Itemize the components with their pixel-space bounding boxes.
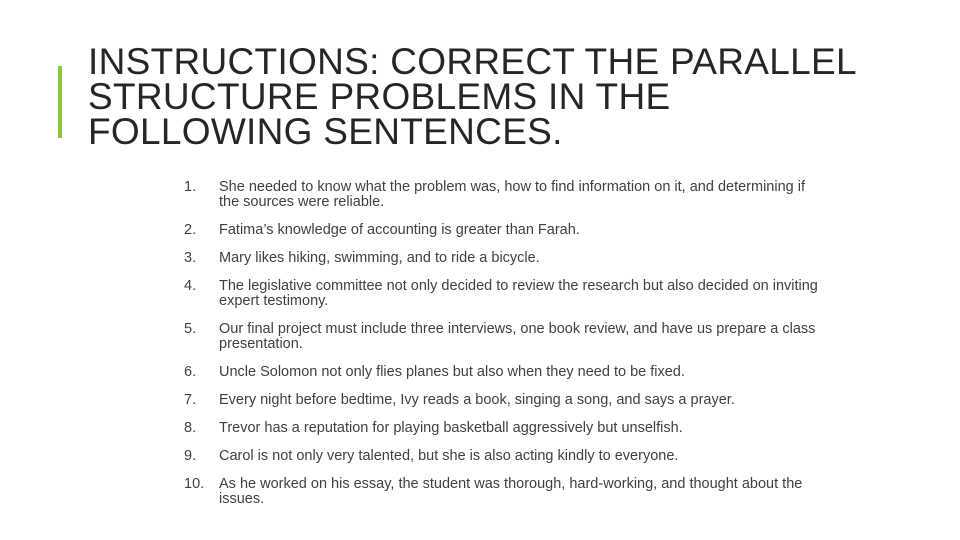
item-number: 3.: [184, 250, 197, 266]
list-item: [184, 477, 824, 507]
item-number: 6.: [184, 364, 197, 380]
list-item: [184, 421, 824, 436]
item-text: As he worked on his essay, the student was thorough, hard-working, and thought about the issues.: [219, 476, 803, 507]
list-item: [184, 180, 824, 210]
item-text: Carol is not only very talented, but she is also acting kindly to everyone.: [219, 448, 679, 464]
title-accent-bar: [58, 66, 62, 138]
item-number: 9.: [184, 448, 197, 464]
list-item: [184, 251, 824, 266]
list-item: [184, 279, 824, 309]
item-number: 7.: [184, 392, 197, 408]
item-text: Uncle Solomon not only flies planes but also when they need to be fixed.: [219, 364, 685, 380]
item-number: 8.: [184, 420, 197, 436]
item-text: Every night before bedtime, Ivy reads a book, singing a song, and says a prayer.: [219, 392, 735, 408]
list-item: [184, 322, 824, 352]
list-item: [184, 393, 824, 408]
list-item: [184, 223, 824, 238]
item-number: 10.: [184, 476, 205, 492]
item-text: Fatima’s knowledge of accounting is greater than Farah.: [219, 222, 580, 238]
item-text: Trevor has a reputation for playing basketball aggressively but unselfish.: [219, 420, 683, 436]
item-number: 2.: [184, 222, 197, 238]
item-text: Our final project must include three interviews, one book review, and have us prepare a class presentation.: [219, 321, 816, 352]
slide-title: INSTRUCTIONS: CORRECT THE PARALLEL STRUCTURE PROBLEMS IN THE FOLLOWING SENTENCES.: [88, 41, 856, 152]
item-number: 4.: [184, 278, 197, 294]
item-text: Mary likes hiking, swimming, and to ride a bicycle.: [219, 250, 540, 266]
item-number: 1.: [184, 179, 197, 195]
sentence-list: [184, 180, 824, 507]
list-item: [184, 449, 824, 464]
list-item: [184, 365, 824, 380]
item-text: She needed to know what the problem was, how to find information on it, and determining if the sources were reliable.: [219, 179, 805, 210]
item-text: The legislative committee not only decided to review the research but also decided on inviting expert testimony.: [219, 278, 818, 309]
item-number: 5.: [184, 321, 197, 337]
